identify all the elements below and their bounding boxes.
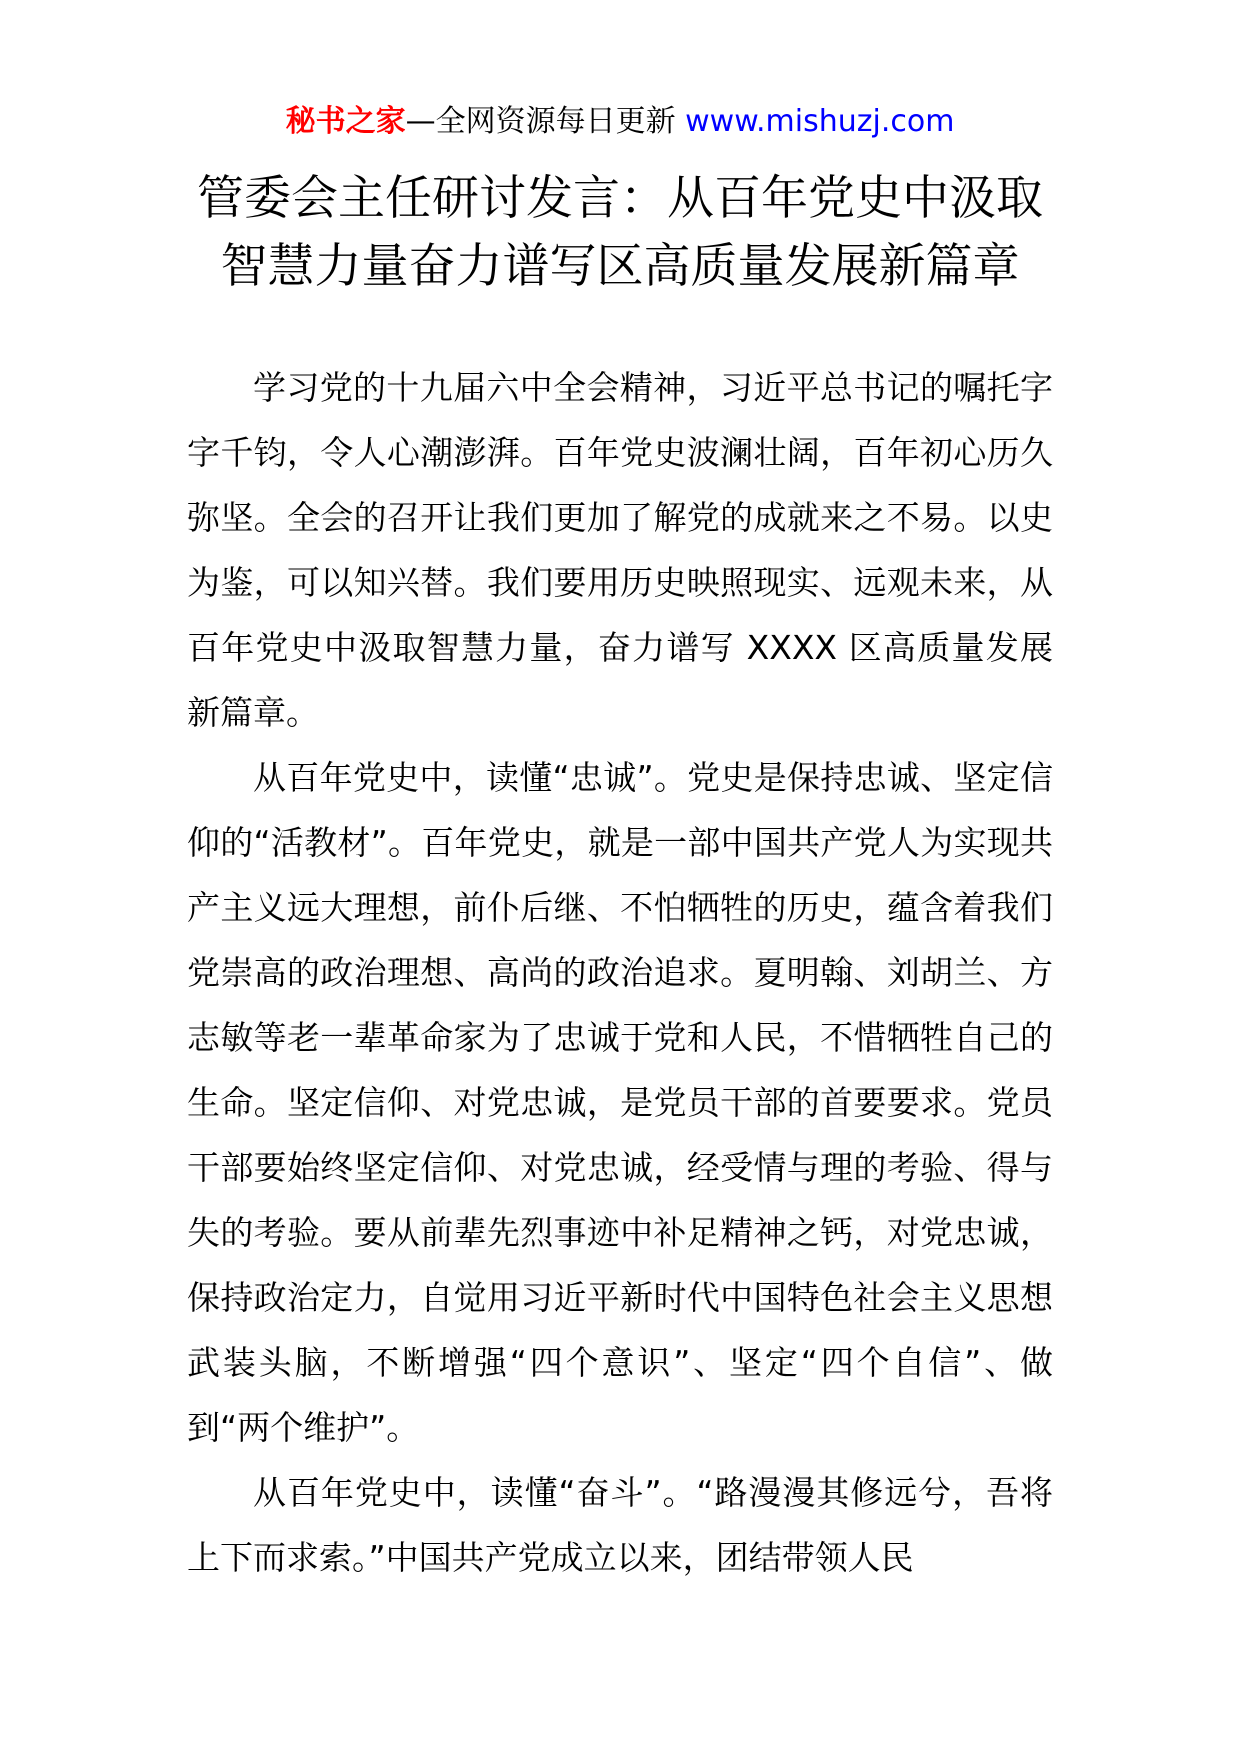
header-tagline: —全网资源每日更新 [405, 104, 676, 139]
paragraph-3: 从百年党史中，读懂“奋斗”。“路漫漫其修远兮，吾将上下而求索。”中国共产党成立以来，团结带领人民 [187, 1473, 1053, 1577]
title-line-1: 管委会主任研讨发言：从百年党史中汲取 [197, 171, 1043, 226]
document-title [0, 165, 1240, 301]
paragraph-2: 从百年党史中，读懂“忠诚”。党史是保持忠诚、坚定信仰的“活教材”。百年党史，就是一部中国共产党人为实现共产主义远大理想，前仆后继、不怕牺牲的历史，蕴含着我们党崇高的政治理想、高尚的政治追求。夏明翰、刘胡兰、方志敏等老一辈革命家为了忠诚于党和人民，不惜牺牲自己的生命。坚定信仰、对党忠诚，是党员干部的首要要求。党员干部要始终坚定信仰、对党忠诚，经受情与理的考验、得与失的考验。要从前辈先烈事迹中补足精神之钙，对党忠诚，保持政治定力，自觉用习近平新时代中国特色社会主义思想武装头脑，不断增强“四个意识”、坚定“四个自信”、做到“两个维护”。 [187, 758, 1053, 1447]
title-line-2: 智慧力量奋力谱写区高质量发展新篇章 [220, 239, 1020, 294]
header-url[interactable]: www.mishuzj.com [685, 104, 955, 139]
brand-name: 秘书之家 [285, 104, 406, 139]
site-header [0, 102, 1240, 142]
document-body [187, 355, 1053, 1590]
paragraph-1: 学习党的十九届六中全会精神，习近平总书记的嘱托字字千钧，令人心潮澎湃。百年党史波澜壮阔，百年初心历久弥坚。全会的召开让我们更加了解党的成就来之不易。以史为鉴，可以知兴替。我们要用历史映照现实、远观未来，从百年党史中汲取智慧力量，奋力谱写 XXXX 区高质量发展新篇章。 [187, 368, 1053, 732]
